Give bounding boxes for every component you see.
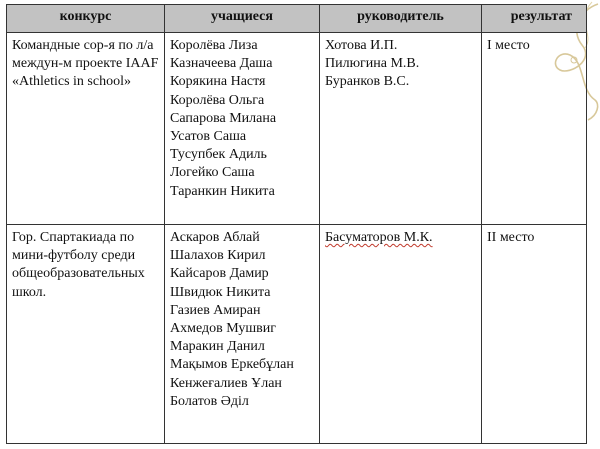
student-name: Логейко Саша [170,165,255,181]
student-name: Королёва Ольга [170,92,265,108]
student-name: Тусупбек Адиль [170,147,267,163]
header-supervisor: руководитель [320,5,482,33]
table-row [7,33,587,225]
supervisor-name: Басуматоров М.К. [325,230,433,245]
student-name: Казначеева Даша [170,56,273,72]
header-result: результат [482,5,587,33]
student-name: Шалахов Кирил [170,248,266,264]
result-cell [482,33,587,225]
table-row [7,225,587,444]
supervisor-name: Хотова И.П. [325,38,398,53]
results-table [6,4,587,444]
student-name: Сапарова Милана [170,110,277,126]
student-name: Кенжеғалиев Ұлан [170,375,282,391]
student-name: Газиев Амиран [170,302,261,318]
result-text: II место [487,230,535,245]
contest-cell [7,225,165,444]
student-name: Швидюк Никита [170,284,271,300]
student-name: Аскаров Аблай [170,230,260,245]
student-name: Таранкин Никита [170,183,275,199]
result-cell [482,225,587,444]
contest-text: Командные сор-я по л/а междун-м проекте IAAF «Athletics in school» [12,38,159,90]
student-name: Мақымов Еркебұлан [170,357,294,373]
student-name: Усатов Саша [170,129,247,145]
header-contest: конкурс [7,5,165,33]
header-row [7,5,587,33]
result-text: I место [487,38,530,53]
students-cell [165,225,320,444]
supervisor-name: Пилюгина М.В. [325,56,420,72]
student-name: Болатов Әділ [170,393,249,409]
supervisor-name: Буранков В.С. [325,74,410,90]
student-name: Королёва Лиза [170,38,258,53]
students-cell [165,33,320,225]
supervisor-cell [320,33,482,225]
student-name: Корякина Настя [170,74,266,90]
header-students: учащиеся [165,5,320,33]
supervisor-cell [320,225,482,444]
student-name: Ахмедов Мушвиг [170,321,276,337]
student-name: Кайсаров Дамир [170,266,269,282]
contest-text: Гор. Спартакиада по мини-футболу среди общеобразовательных школ. [12,230,145,300]
contest-cell [7,33,165,225]
student-name: Маракин Данил [170,339,265,355]
